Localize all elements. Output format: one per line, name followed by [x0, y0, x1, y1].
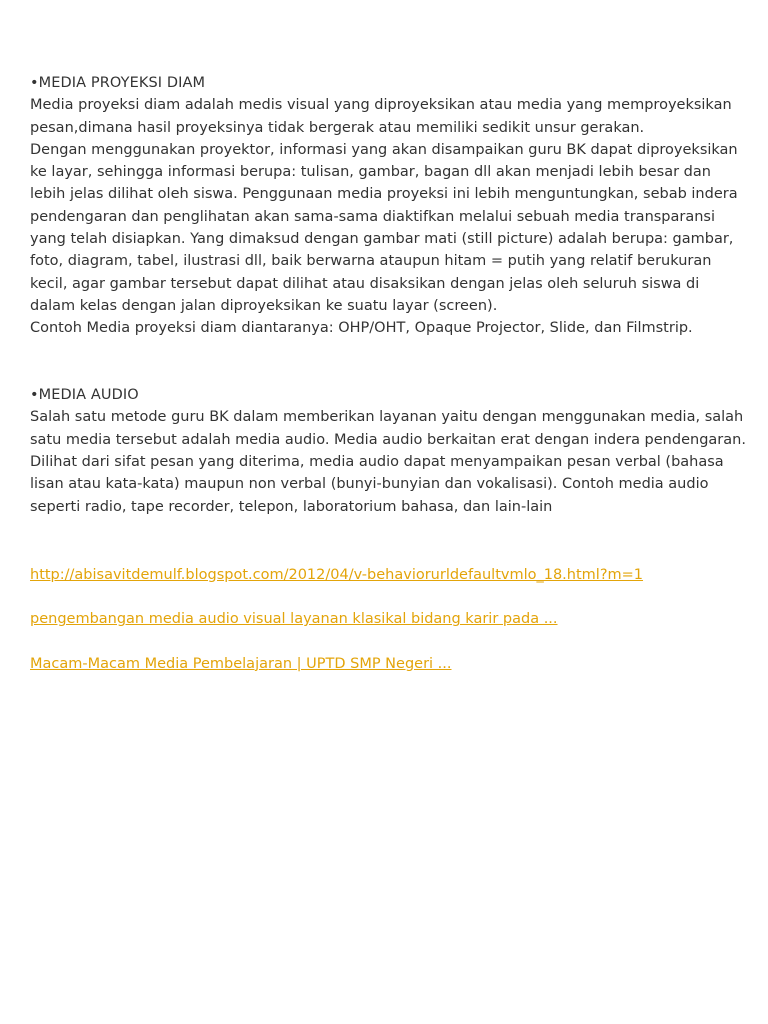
section-media-proyeksi-diam: [30, 72, 746, 340]
source-link-blogspot[interactable]: http://abisavitdemulf.blogspot.com/2012/04/v-behaviorurldefaultvmlo_18.html?m=1: [30, 566, 644, 583]
section-heading: •MEDIA AUDIO: [30, 387, 139, 404]
section-spacer: [30, 518, 746, 563]
section-media-audio: [30, 384, 746, 518]
link-item: [30, 607, 746, 652]
source-link-pengembangan-media[interactable]: pengembangan media audio visual layanan klasikal bidang karir pada ...: [30, 611, 558, 628]
link-item: [30, 563, 746, 608]
source-link-macam-media[interactable]: Macam-Macam Media Pembelajaran | UPTD SMP Negeri ...: [30, 655, 452, 672]
paragraph: Salah satu metode guru BK dalam memberikan layanan yaitu dengan menggunakan media, salah satu media tersebut adalah media audio. Media audio berkaitan erat dengan indera pendengaran. Dilihat dari sifat pesan yang diterima, media audio dapat menyampaikan pesan verbal (bahasa lisan atau kata-kata) maupun non verbal (bunyi-bunyian dan vokalisasi). Contoh media audio seperti radio, tape recorder, telepon, laboratorium bahasa, dan lain-lain: [30, 409, 746, 515]
paragraph: Media proyeksi diam adalah medis visual yang diproyeksikan atau media yang memproyeksikan pesan,dimana hasil proyeksinya tidak bergerak atau memiliki sedikit unsur gerakan.: [30, 97, 732, 136]
section-spacer: [30, 340, 746, 385]
link-item: [30, 652, 746, 697]
section-heading: •MEDIA PROYEKSI DIAM: [30, 75, 206, 91]
paragraph: Contoh Media proyeksi diam diantaranya: OHP/OHT, Opaque Projector, Slide, dan Filmstrip.: [30, 320, 693, 337]
link-list: [30, 563, 746, 697]
paragraph: Dengan menggunakan proyektor, informasi yang akan disampaikan guru BK dapat diproyeksikan ke layar, sehingga informasi berupa: tulisan, gambar, bagan dll akan menjadi lebih besar dan lebih jelas dilihat oleh siswa. Penggunaan media proyeksi ini lebih menguntungkan, sebab indera pendengaran dan penglihatan akan sama-sama diaktifkan melalui sebuah media transparansi yang telah disiapkan. Yang dimaksud dengan gambar mati (still picture) adalah berupa: gambar, foto, diagram, tabel, ilustrasi dll, baik berwarna ataupun hitam = putih yang relatif berukuran kecil, agar gambar tersebut dapat dilihat atau disaksikan dengan jelas oleh seluruh siswa di dalam kelas dengan jalan diproyeksikan ke suatu layar (screen).: [30, 141, 738, 314]
document-page: [30, 72, 746, 696]
